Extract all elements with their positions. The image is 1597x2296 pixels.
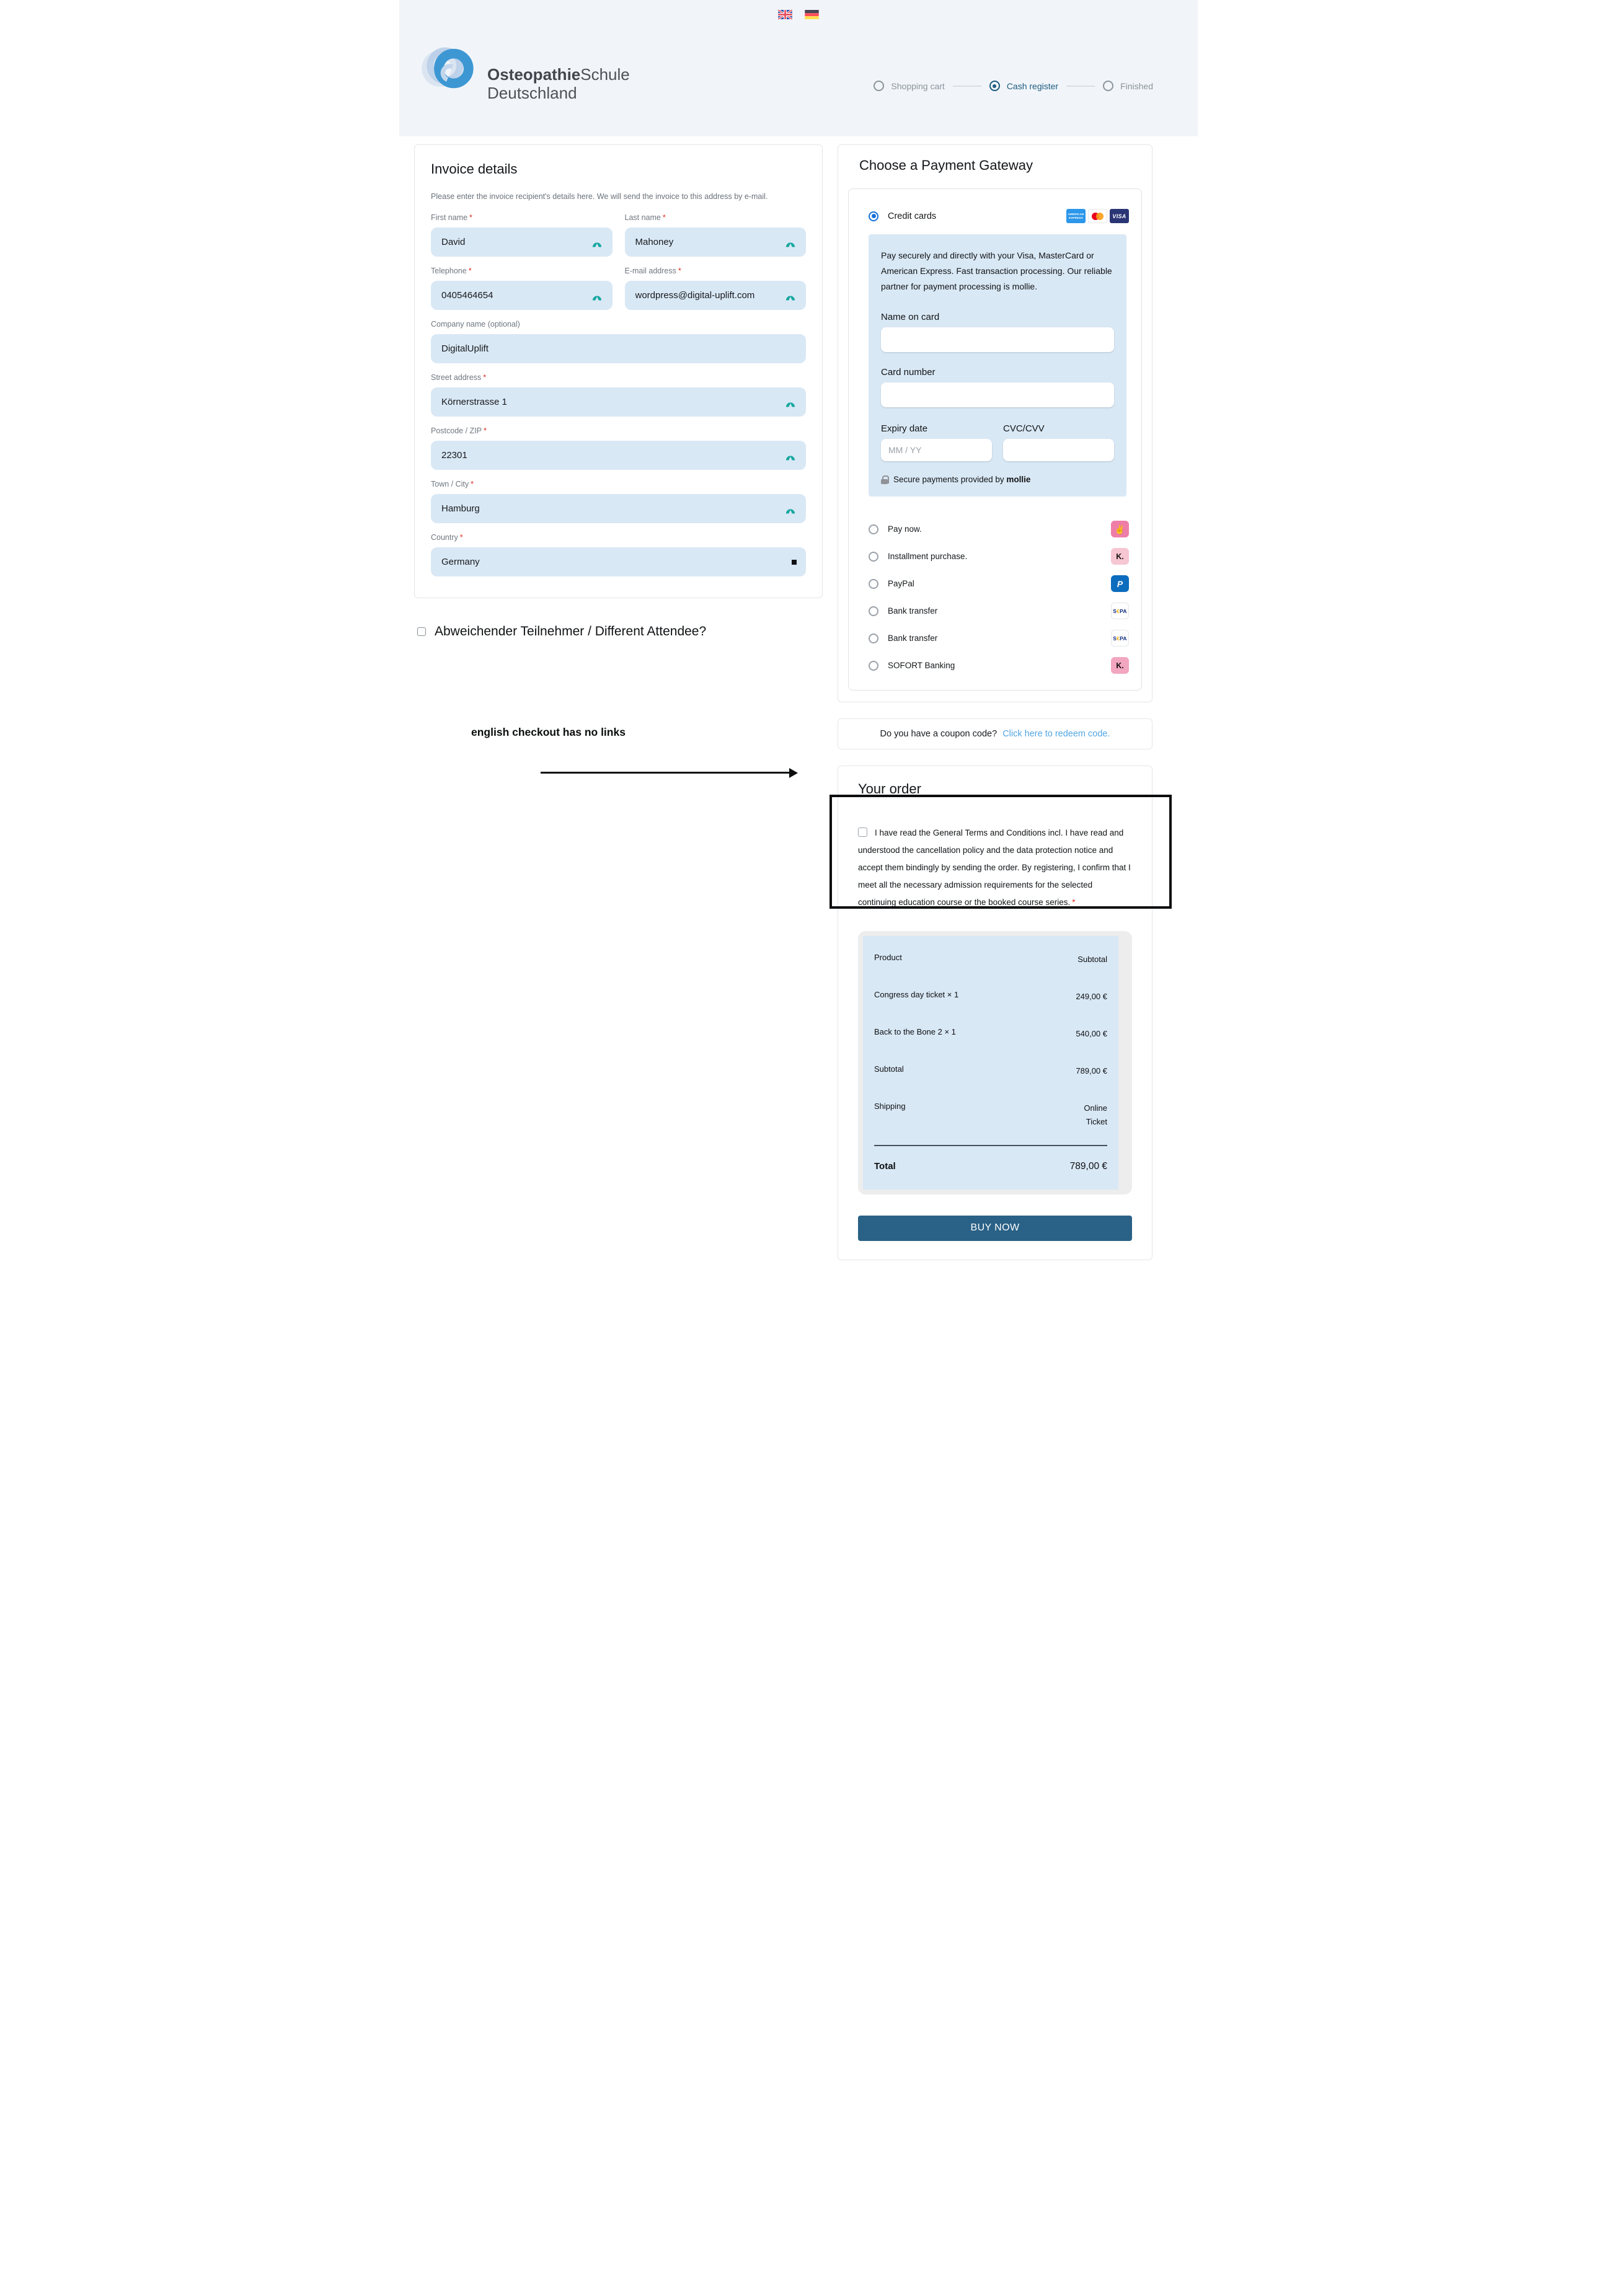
credit-card-description: Pay securely and directly with your Visa, MasterCard or American Express. Fast transaction processing. Our reliable partner for payment processing is mollie. — [881, 250, 1112, 291]
language-switcher — [778, 10, 819, 19]
installment-radio[interactable] — [869, 552, 878, 562]
different-attendee-row — [417, 624, 823, 639]
terms-checkbox[interactable] — [858, 828, 867, 837]
step-circle-icon — [989, 81, 1000, 91]
telephone-label: Telephone * — [431, 267, 472, 275]
country-input[interactable] — [441, 557, 792, 567]
cvc-label: CVC/CVV — [1003, 423, 1045, 434]
checkout-page — [399, 0, 1198, 1234]
street-input-wrap — [431, 387, 806, 417]
step-shopping-cart[interactable]: Shopping cart — [874, 81, 944, 91]
logo-ring-icon — [424, 43, 481, 100]
credit-cards-radio[interactable] — [869, 211, 878, 221]
order-item-row: Congress day ticket × 1 249,00 € — [874, 990, 1107, 1002]
name-on-card-label: Name on card — [881, 312, 940, 322]
required-mark: * — [459, 533, 463, 542]
gateway-panel — [848, 188, 1142, 691]
method-sofort[interactable]: SOFORT Banking K. — [869, 657, 1129, 674]
first-name-input[interactable] — [441, 237, 591, 247]
dropdown-indicator-icon — [792, 560, 797, 565]
card-brand-icons — [1066, 209, 1129, 223]
table-header-row — [874, 941, 1107, 978]
first-name-input-wrap — [431, 227, 613, 257]
order-title: Your order — [858, 781, 921, 797]
company-input-wrap — [431, 334, 806, 363]
street-label: Street address * — [431, 373, 487, 382]
street-field — [431, 373, 806, 417]
autofill-icon[interactable] — [784, 449, 797, 462]
credit-cards-option[interactable] — [859, 199, 1131, 232]
email-input-wrap — [625, 281, 807, 310]
autofill-icon[interactable] — [784, 236, 797, 249]
product-column-header: Product — [874, 953, 902, 962]
required-mark: * — [483, 373, 487, 382]
invoice-details-card — [414, 144, 823, 598]
method-paypal[interactable]: PayPal P — [869, 575, 1129, 592]
autofill-icon[interactable] — [784, 396, 797, 408]
order-item-row: Back to the Bone 2 × 1 540,00 € — [874, 1027, 1107, 1039]
autofill-icon[interactable] — [591, 236, 603, 249]
required-mark: * — [678, 267, 681, 275]
mastercard-icon — [1088, 209, 1107, 223]
total-row: Total 789,00 € — [874, 1145, 1107, 1181]
bank-transfer-2-radio[interactable] — [869, 634, 878, 643]
annotation-note: english checkout has no links — [471, 726, 626, 738]
last-name-input-wrap — [625, 227, 807, 257]
coupon-card — [838, 718, 1152, 749]
klarna-icon: K. — [1111, 548, 1129, 565]
subtotal-column-header: Subtotal — [1077, 955, 1107, 964]
main-content — [399, 136, 1198, 1260]
step-cash-register[interactable]: Cash register — [989, 81, 1058, 91]
different-attendee-label: Abweichender Teilnehmer / Different Attendee? — [435, 624, 707, 638]
cvc-input[interactable] — [1003, 439, 1114, 461]
cvc-field — [1003, 423, 1114, 461]
visa-icon: VISA — [1110, 209, 1129, 223]
checkout-steps — [874, 81, 1153, 91]
mollie-brand: mollie — [1006, 475, 1031, 484]
name-on-card-input[interactable] — [881, 327, 1114, 352]
logo-text: OsteopathieSchule Deutschland — [487, 65, 630, 102]
german-flag-icon[interactable] — [805, 10, 819, 19]
pay-now-radio[interactable] — [869, 524, 878, 534]
step-circle-icon — [1103, 81, 1113, 91]
subtotal-row: Subtotal 789,00 € — [874, 1064, 1107, 1076]
credit-cards-label: Credit cards — [888, 211, 937, 221]
step-circle-icon — [874, 81, 884, 91]
last-name-field — [625, 213, 807, 257]
invoice-intro: Please enter the invoice recipient's details here. We will send the invoice to this address by e-mail. — [431, 192, 768, 201]
bank-transfer-1-radio[interactable] — [869, 606, 878, 616]
annotation-arrow-icon — [541, 772, 790, 774]
expiry-input[interactable] — [881, 439, 992, 461]
city-input-wrap — [431, 494, 806, 523]
city-input[interactable] — [441, 503, 784, 514]
credit-card-form — [869, 234, 1126, 497]
postcode-field — [431, 426, 806, 470]
card-number-input[interactable] — [881, 382, 1114, 407]
method-bank-transfer-1[interactable]: Bank transfer S € PA — [869, 603, 1129, 619]
postcode-input[interactable] — [441, 450, 784, 461]
method-bank-transfer-2[interactable]: Bank transfer S € PA — [869, 630, 1129, 647]
email-field — [625, 267, 807, 310]
city-field — [431, 480, 806, 523]
email-input[interactable] — [635, 290, 785, 301]
step-finished[interactable]: Finished — [1103, 81, 1153, 91]
card-number-label: Card number — [881, 367, 936, 378]
sofort-radio[interactable] — [869, 661, 878, 671]
country-label: Country * — [431, 533, 463, 542]
company-field — [431, 320, 806, 363]
step-connector — [953, 86, 981, 87]
sepa-icon: S € PA — [1111, 630, 1129, 647]
required-mark: * — [468, 267, 472, 275]
uk-flag-icon[interactable] — [778, 10, 792, 19]
method-pay-now[interactable]: Pay now. ✌ — [869, 521, 1129, 537]
city-label: Town / City * — [431, 480, 474, 488]
payment-gateway-card — [838, 144, 1152, 702]
company-input[interactable] — [441, 343, 797, 354]
postcode-label: Postcode / ZIP * — [431, 426, 487, 435]
first-name-field — [431, 213, 613, 257]
shipping-row: Shipping Online Ticket — [874, 1102, 1107, 1127]
method-installment[interactable]: Installment purchase. K. — [869, 548, 1129, 565]
paypal-icon: P — [1111, 575, 1129, 592]
payment-title: Choose a Payment Gateway — [859, 157, 1033, 173]
required-mark: * — [483, 426, 487, 435]
secure-payments-note: Secure payments provided by mollie — [881, 475, 1114, 484]
postcode-input-wrap — [431, 441, 806, 470]
site-logo[interactable] — [424, 43, 630, 103]
telephone-input[interactable] — [441, 290, 591, 301]
autofill-icon[interactable] — [784, 503, 797, 515]
coupon-question: Do you have a coupon code? — [880, 729, 998, 739]
required-mark: * — [469, 213, 472, 222]
terms-text: I have read the General Terms and Conditions incl. I have read and understood the cancellation policy and the data protection notice and accept them bindingly by sending the order. By registering, I confirm that I meet all the necessary admission requirements for the selected continuing education course or the booked course series. — [858, 828, 1131, 907]
paypal-radio[interactable] — [869, 579, 878, 589]
street-input[interactable] — [441, 397, 784, 407]
klarna-icon: K. — [1111, 657, 1129, 674]
order-summary-table — [863, 936, 1118, 1190]
invoice-column — [414, 144, 823, 639]
payment-methods-list — [859, 506, 1131, 676]
different-attendee-checkbox[interactable] — [417, 627, 426, 636]
expiry-label: Expiry date — [881, 423, 928, 434]
your-order-card — [838, 766, 1152, 1260]
amex-icon: AMERICAN EXPRESS — [1066, 209, 1086, 223]
payment-column — [838, 144, 1152, 1260]
email-label: E-mail address * — [624, 267, 681, 275]
terms-row — [858, 824, 1132, 911]
invoice-form — [431, 203, 806, 576]
last-name-label: Last name * — [624, 213, 666, 222]
sepa-icon: S € PA — [1111, 603, 1129, 619]
klarna-hand-icon: ✌ — [1111, 521, 1129, 537]
first-name-label: First name * — [431, 213, 472, 222]
telephone-field — [431, 267, 613, 310]
buy-now-button[interactable]: BUY NOW — [858, 1216, 1132, 1241]
country-select[interactable] — [431, 547, 806, 576]
autofill-icon[interactable] — [784, 289, 797, 302]
country-field — [431, 533, 806, 576]
required-mark: * — [471, 480, 474, 488]
required-mark: * — [1072, 898, 1076, 907]
company-label: Company name (optional) — [431, 320, 520, 329]
last-name-input[interactable] — [635, 237, 785, 247]
lock-icon — [881, 475, 888, 484]
required-mark: * — [662, 213, 666, 222]
coupon-redeem-link[interactable]: Click here to redeem code. — [1002, 729, 1110, 739]
autofill-icon[interactable] — [591, 289, 603, 302]
step-connector — [1066, 86, 1095, 87]
telephone-input-wrap — [431, 281, 613, 310]
invoice-title: Invoice details — [431, 161, 518, 177]
header — [399, 0, 1198, 136]
expiry-field — [881, 423, 992, 461]
order-summary-panel — [858, 931, 1132, 1194]
